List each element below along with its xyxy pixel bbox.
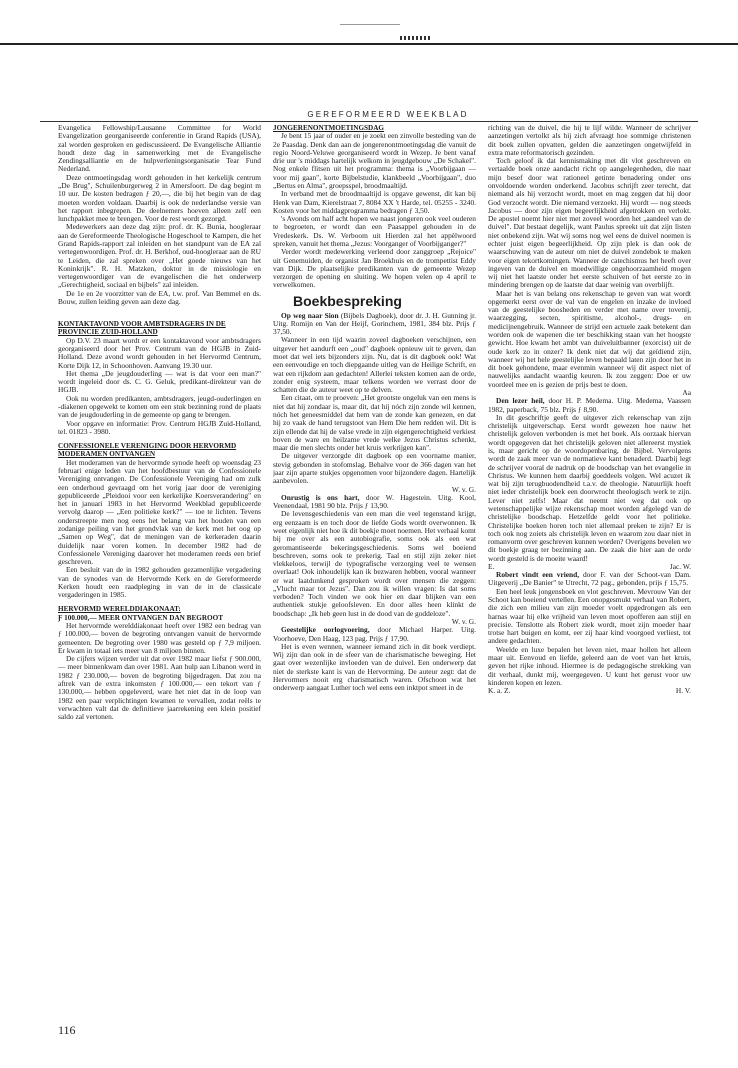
review-title: Robert vindt een vriend, — [496, 570, 580, 580]
review-meta: door H. P. Medema. Uitg. Medema, Vaassen 1982, paperback, 75 blz. Prijs ƒ 8,90. — [488, 396, 691, 414]
article-heading: KONTAKTAVOND VOOR AMBTSDRAGERS IN DE PROVINCIE ZUID-HOLLAND — [58, 320, 226, 337]
paragraph: Ook nu worden predikanten, ambtsdragers, jeugd-ouderlingen en -diakenen opgewekt te komen om een stuk bezinning rond de plaats van de jeugdouderling in de gemeente op gang te brengen. — [58, 393, 261, 420]
review-signature: W. v. G. — [451, 617, 476, 627]
review-title: Onrustig is ons hart, — [281, 492, 360, 502]
article-subheading: Ƒ 100.000,— MEER ONTVANGEN DAN BEGROOT — [58, 613, 223, 622]
scan-mark-dots — [400, 36, 430, 40]
page-number: 116 — [58, 1023, 76, 1037]
section-banner-boekbespreking: Boekbespreking — [293, 292, 402, 309]
paragraph: Wanneer in een tijd waarin zoveel dagboeken verschijnen, een uitgever het aandurft een „oud" dagboek opnieuw uit te geven, dan moet dat wel iets bijzonders zijn. Nu, dat is dit dagboek ook! Wat een eenvoudige en toch diepgaande uitleg van de Heilige Schrift, en wat een rijkdom aan gedachten! Allerlei teksten komen aan de orde, zonder enig systeem, maar telkens worden we verrast door de schatten die de auteur weet op te delven. — [273, 335, 476, 395]
article-heading: CONFESSIONELE VERENIGING DOOR HERVORMD MODERAMEN ONTVANGEN — [58, 442, 237, 459]
paragraph: Een citaat, om te proeven: „Het grootste ongeluk van een mens is niet dat hij zondaar is, maar dit, dat hij nóch zijn zonde wil kennen, nóch het geneesmiddel dat hem van de zonde kan genezen, en dat hij zo vaak de hand terugstoot van Hem Die hem redden wil. Dit is zijn ellende dat hij de valse vrede in zijn eigengerechtigheid verkiest boven de ware en heilzame vrede welke Jezus Christus schenkt, maar die men slechts onder het kruis verkrijgen kan". — [273, 393, 476, 453]
paragraph: Het moderamen van de hervormde synode heeft op woensdag 23 februari enige leden van het hoofdbestuur van de Confessionele Vereniging ontvangen. De Confessionele Vereniging had om zulk een onderhoud gevraagd om het vorig jaar door de vereniging gepubliceerde „Pleidooi voor een kerkelijke Koersverandering" en het in januari 1983 in het Hervormd Weekblad gepubliceerde vervolg daarop — „Een politieke kerk?" — toe te lichten. Tevens onderstreepte men nog eens het belang van het houden van een zodanige peiling van het grondvlak van de kerk met het oog op „Samen op Weg", dat de meningen van de kerkeraden daarin duidelijk naar voren komen. In december 1982 had de Confessionele Vereniging daarover het moderamen reeds een brief geschreven. — [58, 457, 261, 567]
paragraph: Weelde en luxe bepalen het leven niet, maar hollen het alleen maar uit. Eenvoud en liefde, geleerd aan de voet van het kruis, geven het rijke inhoud. Hiermee is de pedagogische strekking van dit verhaal, dunkt mij, weergegeven. U kunt het gerust voor uw kinderen kopen en lezen. — [488, 644, 691, 687]
review-signature: W. v. G. — [451, 484, 476, 494]
paragraph: In verband met de broodmaaltijd is opgave gewenst, dit kan bij Henk van Dam, Kierelstraat 7, 8084 XX 't Harde, tel. 05255 - 3240. Kosten voor het middagprogramma bedragen ƒ 3,50. — [273, 189, 476, 215]
review-meta: door W. Hagestein. Uitg. Kool, Veenendaal, 1981 90 blz. Prijs ƒ 13,90. — [273, 492, 476, 511]
review-title: Geestelijke oorlogvoering, — [281, 625, 370, 635]
paragraph: Het thema „De jeugdouderling — wat is dat voor een man?" wordt ingeleid door ds. C. G. Geluk, predikant-direkteur van de HGJB. — [58, 368, 261, 395]
scan-edge-rule — [0, 43, 738, 45]
paragraph: De cijfers wijzen verder uit dat over 1982 maar liefst ƒ 900.000,— meer binnenkwam dan over 1981. Aan hulp aan Libanon werd in 1982 ƒ 230.000,— boven de begroting bijgedragen. Dat zou na aftrek van de extra inkomsten ƒ 100.000,— een tekort van ƒ 130.000,— hebben opgeleverd, ware het niet dat in de loop van 1982 een paar verplichtingen kwamen te vervallen, zodat reëls te verwachten valt dat de definitieve jaarrekening een klein positief saldo zal vertonen. — [58, 654, 261, 722]
review-signature: Jac. W. — [669, 561, 691, 571]
running-head: GEREFORMEERD WEEKBLAD — [307, 110, 469, 119]
paragraph: Toch geloof ik dat kennismaking met dit vlot geschreven en vertaalde boek onze aandacht richt op aangelegenheden, die naar mijn besef door wat rationeel getinte benadering onder ons onvoldoende worden onderkend. Jacobus schrijft zeer terecht, dat niemand als hij verzocht wordt, moet en mag zeggen dat hij door God verzocht wordt. Die niemand verzoekt. Hij wordt — nog steeds Jacobus — door zijn eigen begeerlijkheid afgetrokken en verlokt. De apostel noemt hier niet met zoveel woorden het „aandeel van de duivel". Dat bestaat degelijk, want Paulus spreekt uit dat zijn listen niet onbekend zijn. Wat wij soms nog wel eens de duivel noemen is echter juist eigen begeerlijkheid. Op zijn plek is dan ook de waarschuwing van de auteur om niet de duivel zondebok te maken voor eigen tekortkomingen. Wanneer de catechismus het heeft over ingeven van de duivel en moedwillige ongehoorzaamheid mogen wij niet het laatste onder het eerste schuiven of het eerste zo in mindering brengen op de laatste dat daar weinig van overblijft. — [488, 156, 691, 290]
paragraph: Deze ontmoetingsdag wordt gehouden in het kerkelijk centrum „De Brug", Schuilenburgerweg 2 in Amersfoort. De dag begint m 10 uur. De kosten bedragen ƒ 20,—, die bij het begin van de dag moeten worden voldaan. Daarbij is ook de nederlandse versie van het rapport inbegrepen. De deelnemers hoeven alleen zelf een lunchpakket mee te brengen. Voor de rest wordt gezorgd. — [58, 172, 261, 224]
paragraph: Medewerkers aan deze dag zijn: prof. dr. K. Bunia, hoogleraar aan de Gereformeerde Theologische Hogeschool te Kampen, die het Grand Rapids-rapport zal inleiden en het standpunt van de EA zal vertegenwoordigen. Prof. dr. H. Berkhof, oud-hoogleraar aan de RU te Leiden, die zal spreken over „Het goede nieuws van het Koninkrijk". R. H. Matzken, doktor in de missiologie en vertegenwoordiger van de evangelischen die het onderwerp „Gerechtigheid, sociaal en bijbels" zal inleiden. — [58, 222, 261, 290]
column-3 — [488, 124, 691, 1004]
paragraph: De 1e en 2e voorzitter van de EA, t.w. prof. Van Bemmel en ds. Bouw, zullen leiding geven aan deze dag. — [58, 288, 261, 306]
paragraph: Het hervormde werelddiakonaat heeft over 1982 een bedrag van ƒ 100.000,— boven de begroting ontvangen vanuit de hervormde gemeenten. De begroting over 1980 was gesteld op ƒ 7,9 miljoen. Er kwam in totaal iets meer van 8 miljoen binnen. — [58, 621, 261, 655]
review-meta: door F. van der Schoot-van Dam. Uitgeverij „De Banier" te Utrecht, 72 pag., gebonden, prijs ƒ 15,75. — [488, 570, 691, 588]
paragraph: In dit geschriftje geeft de uitgever zich rekenschap van zijn christelijk uitgeverschap. Eerst wordt gewezen hoe nauw het christelijk geloven verbonden is met het boek. Als oorzaak hiervan wordt opgegeven dat het christelijk geloven niet allereerst mystiek is, maar gericht op de woordopenbaring, de Bijbel. Vervolgens wordt de zaak meer van de normatieve kant benaderd. Daarbij legt de schrijver vooral de nadruk op de boodschap van het evangelie in Christus. We kunnen hem daarbij goeddeels volgen. Wel acuzet ik wat bij zijn terugbuodendheid t.a.v. de theologie. Natuurlijk hoeft niet ieder christelijk boek een doorwrocht theologisch werk te zijn. Lever niet zelfs! Maar dat neemt niet weg dat ook op wetenschappelijke wijze rekenschap moet worden afgelegd van de christelijke boodschap. Hetzelfde geldt voor het politieke. Christelijke boeken horen toch niet allemaal preken te zijn? Er is toch ook nog zoiets als christelijk leven en waarom zou daar niet in romanvorm over geschreven kunnen worden? Overigens bevelen we dit boekje graag ter bezinning aan. De zaak die hier aan de orde wordt gesteld is de moeite waard! — [488, 412, 691, 563]
review-title: Op weg naar Sion — [281, 310, 339, 320]
paragraph: De uitgever verzorgde dit dagboek op een voorname manier, stevig gebonden in stofomslag. Behalve voor de 366 dagen van het jaar zijn aparte stukjes opgenomen voor bijzondere dagen. Hartelijk aanbevolen. — [273, 451, 476, 486]
review-title: Den lezer heil, — [496, 396, 545, 406]
review-meta: door Michael Harper. Uitg. Voorhoeve, Den Haag, 123 pag. Prijs ƒ 17,90. — [273, 625, 476, 643]
review-signature: H. V. — [675, 686, 691, 696]
paragraph: Voor opgave en informatie: Prov. Centrum HGJB Zuid-Holland, tel. 01823 - 3980. — [58, 418, 261, 436]
paragraph: richting van de duivel, die hij te lijf wilde. Wanneer de schrijver aanzetingen vertolkt als hij zich afvraagt hoe sommige christenen dit boek zullen opvatten, gelden die aanzetingen ongetwijfeld in extra mate reformatorisch gezinden. — [488, 124, 691, 157]
paragraph: Een heel leuk jongensboek en vlot geschreven. Mevrouw Van der Schoot kan boeiend vertellen. Een onopgesmukt verhaal van Robert, die zich een milieu van zijn moeder voelt opgedrongen als een harnas waar hij elke vrijheid van leven moet opofferen aan stijl en precisie. Tenslotte als Robert ziek wordt, moet zijn moeder haar trotse hart buigen en komt, eer zij haar kind voorgoed verliest, tot andere gedachten. — [488, 586, 691, 646]
column-2 — [273, 124, 476, 1004]
column-1 — [58, 124, 261, 1004]
review-signature: Aa — [682, 388, 691, 397]
review-meta: (Bijbels Dagboek), door dr. J. H. Gunning jr. Uitg. Romijn en Van der Heijf, Gorinchem, 1981, 384 blz. Prijs ƒ 37,50. — [273, 310, 476, 337]
header-rule — [40, 121, 698, 122]
paragraph: Het is even wennen, wanneer iemand zich in dit boek verdiept. Wij zijn dan ook in de sfeer van de charismatische beweging. Het gaat over wezenlijke invloeden van de duivel. Een onderwerp dat niet de sterkste kant is van de Hervorming. De auteur zegt: dat de Hervormers nooit erg charismatisch waren. Ofschoon wat het onderwerp aangaat Luther toch wel eens een inktpot smeet in de — [273, 641, 476, 693]
paragraph: Op D.V. 23 maart wordt er een kontaktavond voor ambtsdragers georganiseerd door het Prov. Centrum van de HGJB in Zuid-Holland. Deze avond wordt gehouden in het Hervormd Centrum, Korte Dijk 12, in Schoonhoven. Aanvang 19.30 uur. — [58, 335, 261, 370]
paragraph: Je bent 15 jaar of ouder en je zoekt een zinvolle besteding van de 2e Paasdag. Denk dan aan de jongerenontmoetingsdag die vanuit de regio Noord-Veluwe georganiseerd wordt in Wezep. Je bent vanaf drie uur 's middags hartelijk welkom in jeugdgebouw „De Schakel". Nog enkele flitsen uit het programma: thema is „Voorbijgaan — voor mij gaan", korte Bijbelstudie, klankbeeld „Voorbijgaan", duo „Bertus en Alma", groepsspel, broodmaaltijd. — [273, 131, 476, 190]
paragraph: De levensgeschiedenis van een man die veel tegenstand krijgt, erg eenzaam is en toch door de liefde Gods wordt overwonnen. Ik weet eigenlijk niet hoe ik dit boekje moet noemen. Het verhaal komt bij me over als een autobiografie, soms ook als een wat geromantiseerde bekeringsgeschiedenis. Soms wel boeiend beschreven, soms ook te prekerig. Taal en stijl zijn zeker niet vlekkeloos, terwijl de typografische verzorging veel te wensen overlaat! Ook inhoudelijk kan ik bezwaren hebben, vooral wanneer er wat laatdunkend gesproken wordt over mensen die zeggen: „Vlucht maar tot Jezus". Dan zou ik willen vragen: Is dat soms verboden? Toch vinden we ook hier en daar blijken van een authentiek stukje geloofsleven. En door alles heen klinkt de boodschap: „Ik heb geen lust in de dood van de goddeloze". — [273, 509, 476, 618]
review-initial: E. — [488, 561, 495, 571]
paragraph: Een besluit van de in 1982 gehouden gezamenlijke vergadering van de synodes van de Hervormde Kerk en de Gereformeerde Kerken houdt een raadpleging in van de in de classicale vergaderingen in 1985. — [58, 565, 261, 600]
paragraph: Maar het is van belang ons rekenschap te geven van wat wordt opgemerkt eerst over de val van de engelen en inzake de invloed van de geestelijke boosheden en verder met name over tovenij, waarzegging, secten, spiritisme, alcohol-, drugs- en medicijnengebruik. Wanneer de strijd een actuele zaak betekent dan worden ook de wapenen die ter beschikking staan van het hoogste gewicht. Hoe kwam het ambt van duiveluitbanner (exorcist) uit de oude kerk zo in onzer? Ik denk niet dat wij dat geïdiend zijn, wanneer wij het hele geestelijke leven bepaald laten zijn door het in dit boek gehondene, maar evenmin wanneer wij dit aspect niet of nauwelijks aandacht waardig keuren. Ik zou zeggen: Doe er uw voordeel mee en is gezien de prijs best te doen. — [488, 288, 691, 389]
review-signature-row — [488, 687, 691, 695]
paragraph: 's Avonds om half acht hopen we naast jongeren ook veel ouderen te begroeten, er wordt dan een Paasappel gehouden in de Vredeskerk. Ds. W. Verboom uit Hierden zal het appèlwoord spreken, vanuit het thema „Jezus: Voorganger of Voorbijganger?" — [273, 214, 476, 248]
article-heading: HERVORMD WERELDDIAKONAAT: — [58, 605, 181, 614]
article-heading: JONGERENONTMOETINGSDAG — [273, 124, 385, 132]
review-initial: K. a. Z. — [488, 686, 511, 696]
scan-mark — [340, 24, 400, 25]
paragraph: Verder wordt medewerking verleend door zanggroep „Rejoice" uit Genemuiden, de organist Jan Broekhuis en de trompettist Eddy van Dijk. De plaatselijke predikanten van de gemeente Wezep verzorgen de opening en sluiting. We hopen velen op 4 april te verwelkomen. — [273, 247, 476, 290]
paragraph: Evangelica Fellowship/Lausanne Committee for World Evangelization georganiseerde conferentie in Grand Rapids (USA), zal worden gesproken en gediscussieerd. De Evangelische Alliantie houdt deze dag in samenwerking met de Evangelische Zendingsalliantie en de hulpverleningsorganisatie Tear Fund Nederland. — [58, 124, 261, 174]
